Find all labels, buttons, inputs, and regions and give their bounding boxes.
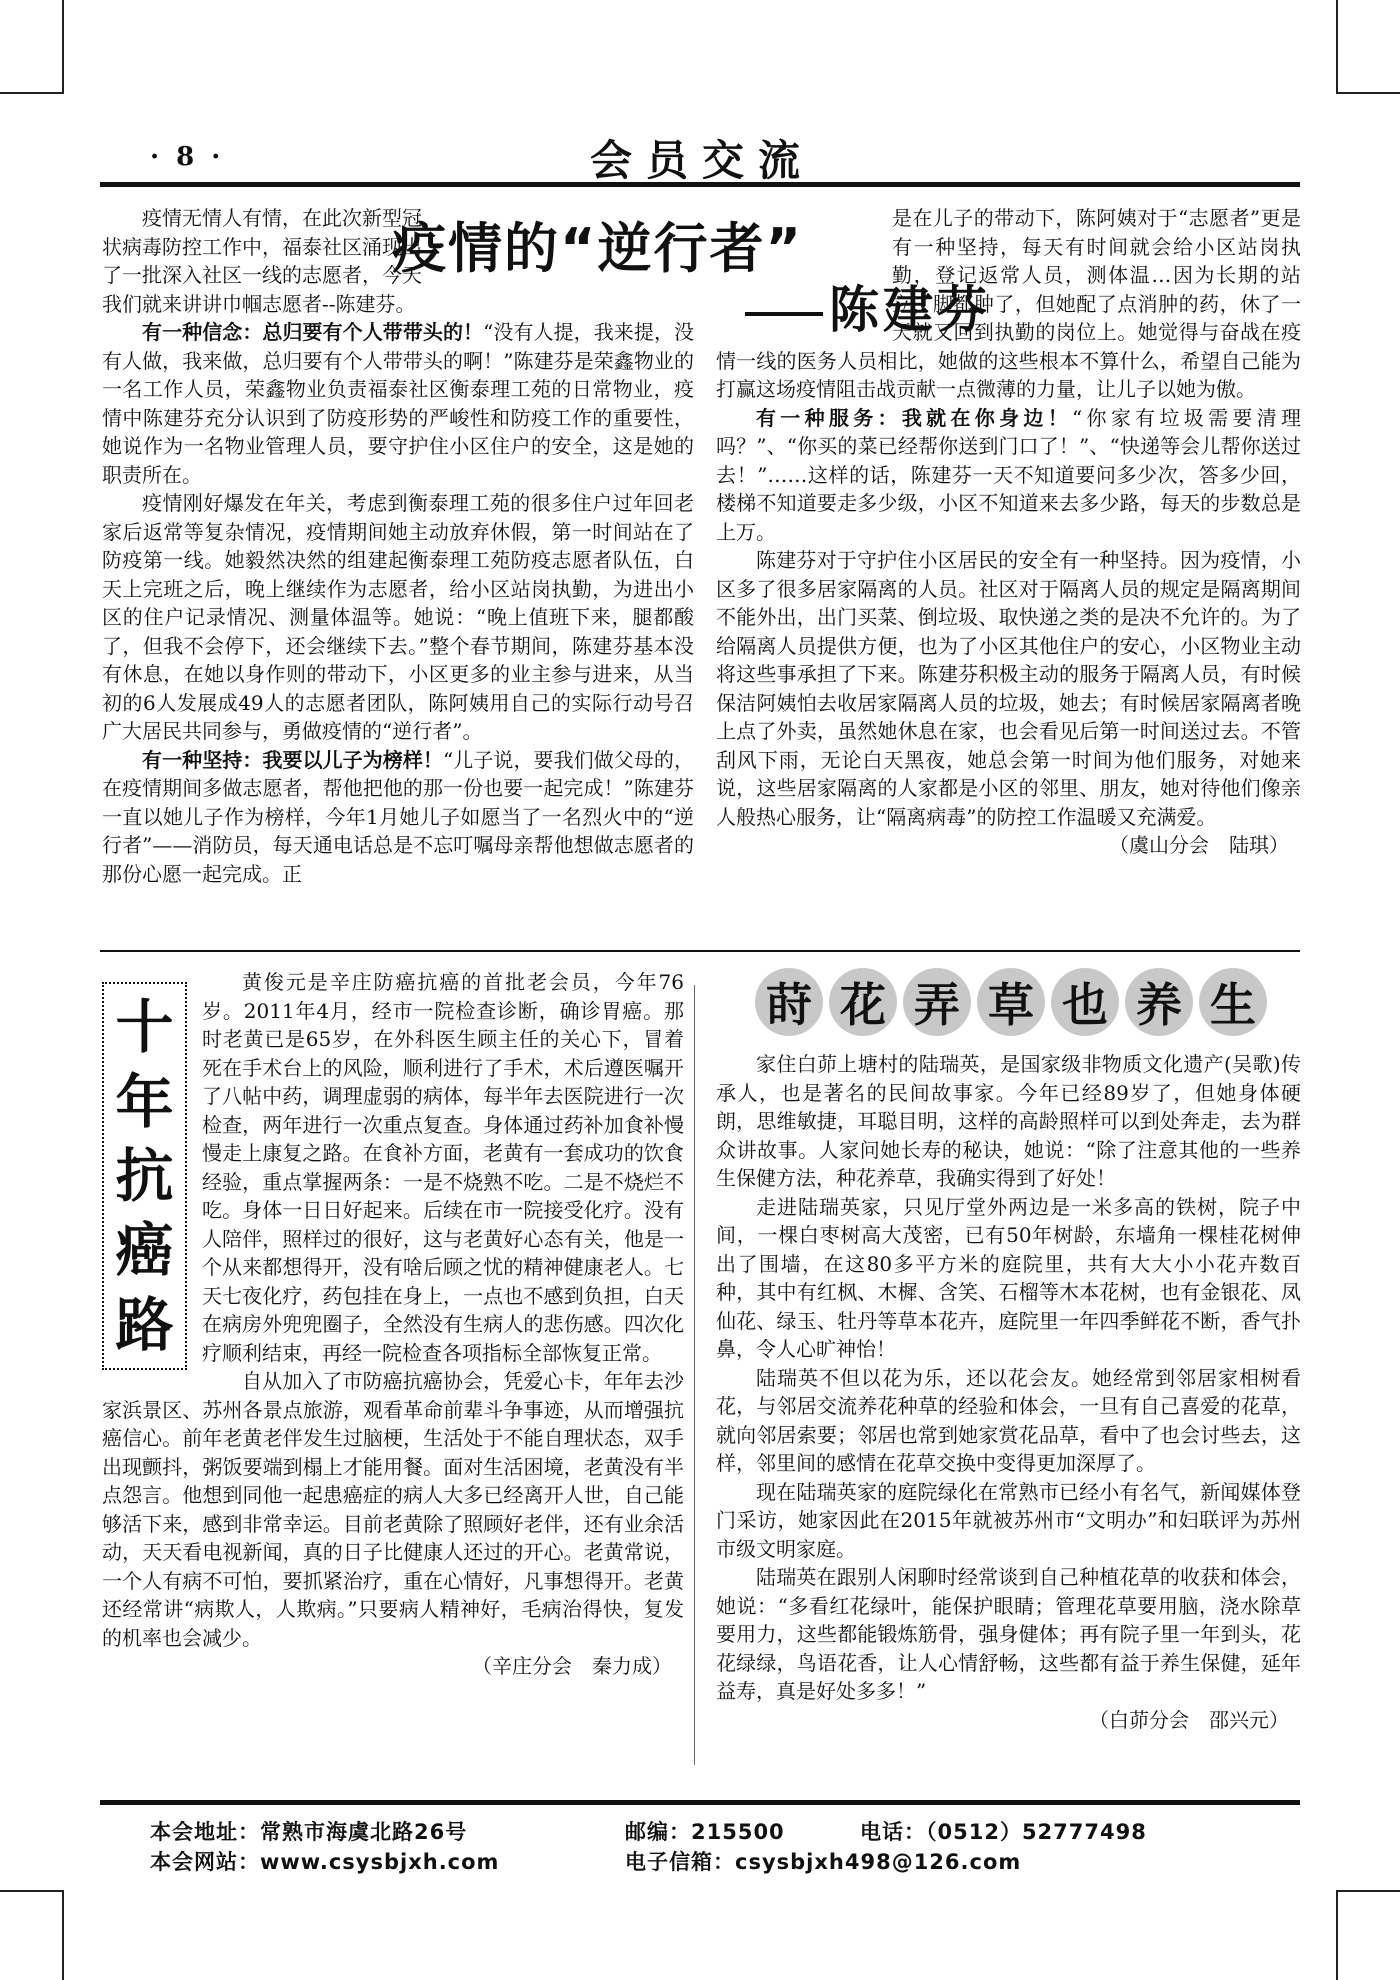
paragraph: 走进陆瑞英家，只见厅堂外两边是一米多高的铁树，院子中间，一棵白枣树高大茂密，已有50年树龄，东墙角一棵桂花树伸出了围墙，在这80多平方米的庭院里，共有大大小小花卉数百种，其中有红枫、木樨、含笑、石榴等木本花树，也有金银花、凤仙花、绿玉、牡丹等草本花卉，庭院里一年四季鲜花不断，香气扑鼻，令人心旷神怡！ — [716, 1194, 1301, 1361]
article1-right-column — [716, 204, 1301, 860]
title-char: 弄 — [903, 968, 971, 1036]
article1-left-column — [102, 204, 694, 888]
paragraph-lead: 有一种坚持：我要以儿子为榜样！ — [142, 747, 443, 772]
title-spacer — [102, 968, 202, 1378]
column-divider — [694, 985, 695, 1765]
title-char: 养 — [1125, 968, 1193, 1036]
title-char: 癌 — [115, 1216, 174, 1285]
paragraph: 黄俊元是辛庄防癌抗癌的首批老会员，今年76岁。2011年4月，经市一院检查诊断，确诊胃癌。那时老黄已是65岁，在外科医生顾主任的关心下，冒着死在手术台上的风险，顺利进行了手术，术后遵医嘱开了八帖中药，调理虚弱的病体，每半年去医院进行一次检查，两年进行一次重点复查。身体通过药补加食补慢慢走上康复之路。在食补方面，老黄有一套成功的饮食经验，重点掌握两条：一是不烧熟不吃。二是不烧烂不吃。身体一日日好起来。后续在市一院接受化疗。没有人陪伴，照样过的很好，这与老黄好心态有关，他是一个从来都想得开，没有啥后顾之忧的精神健康老人。七天七夜化疗，药包挂在身上，一点也不感到负担，白天在病房外兜兜圈子，全然没有生病人的悲伤感。四次化疗顺利结束，再经一院检查各项指标全部恢复正常。 — [202, 970, 684, 1365]
website-label: 本会网站： — [150, 1850, 260, 1874]
paragraph-lead: 有一种服务：我就在你身边！ — [756, 405, 1072, 430]
paragraph: 是在儿子的带动下，陈阿姨对于“志愿者”更是有一种坚持，每天有时间就会给小区站岗执勤，登记返常人员，测体温…因为长期的站立，脚都肿了，但她配了点消肿的药，休了一天就又回到执勤的岗位上。她觉得与奋战在疫情一线的医务人员相比，她做的这些根本不算什么，希望自己能为打赢这场疫情阻击战贡献一点微薄的力量，让儿子以她为傲。 — [716, 206, 1301, 401]
page-number: · 8 · — [150, 142, 225, 172]
paragraph-body: “儿子说，要我们做父母的，在疫情期间多做志愿者，帮他把他的那一份也要一起完成！”陈建芬一直以她儿子作为榜样，今年1月她儿子如愿当了一名烈火中的“逆行者”——消防员，每天通电话总是不忘叮嘱母亲帮他想做志愿者的那份心愿一起完成。正 — [102, 747, 694, 886]
byline: （辛庄分会 秦力成） — [472, 1654, 672, 1678]
title-char: 路 — [115, 1290, 174, 1359]
crop-mark — [62, 0, 64, 92]
title-spacer — [422, 204, 694, 318]
postcode-value: 215500 — [691, 1820, 785, 1844]
crop-mark — [1336, 1890, 1338, 1980]
address-label: 本会地址： — [150, 1820, 260, 1844]
footer-phone — [860, 1816, 1147, 1846]
paragraph-body: “没有人提，我来提，没有人做，我来做，总归要有个人带带头的啊！”陈建芬是荣鑫物业的一名工作人员，荣鑫物业负责福泰社区衡泰理工苑的日常物业，疫情中陈建芬充分认识到了防疫形势的严峻性和防疫工作的重要性，她说作为一名物业管理人员，要守护住小区住户的安全，这是她的职责所在。 — [102, 320, 695, 487]
article1-title: 疫情的“逆行者” — [392, 217, 803, 280]
crop-mark — [0, 1890, 64, 1892]
article3-title — [755, 968, 1267, 1036]
article-divider — [100, 950, 1300, 952]
email-label: 电子信箱： — [625, 1850, 735, 1874]
paragraph: 陈建芬对于守护住小区居民的安全有一种坚持。因为疫情，小区多了很多居家隔离的人员。社区对于隔离人员的规定是隔离期间不能外出，出门买菜、倒垃圾、取快递之类的是决不允许的。为了给隔离人员提供方便，也为了小区其他住户的安心，小区物业主动将这些事承担了下来。陈建芬积极主动的服务于隔离人员，有时候保洁阿姨怕去收居家隔离人员的垃圾，她去；有时候居家隔离者晚上点了外卖，虽然她休息在家，也会看见后第一时间送过去。不管刮风下雨，无论白天黑夜，她总会第一时间为他们服务，对她来说，这些居家隔离的人家都是小区的邻里、朋友，她对待他们像亲人般热心服务，让“隔离病毒”的防控工作温暖又充满爱。 — [716, 548, 1301, 829]
paragraph: 现在陆瑞英家的庭院绿化在常熟市已经小有名气，新闻媒体登门采访，她家因此在2015年就被苏州市“文明办”和妇联评为苏州市级文明家庭。 — [716, 1479, 1301, 1561]
article1-subtitle: 陈建芬 — [829, 281, 991, 339]
crop-mark — [62, 1890, 64, 1980]
section-title: 会员交流 — [590, 136, 815, 185]
paragraph — [102, 318, 694, 489]
address-value: 常熟市海虞北路26号 — [260, 1820, 468, 1844]
paragraph: 自从加入了市防癌抗癌协会，凭爱心卡，年年去沙家浜景区、苏州各景点旅游，观看革命前辈斗争事迹，从而增强抗癌信心。前年老黄老伴发生过脑梗，生活处于不能自理状态，双手出现颤抖，粥饭要端到榻上才能用餐。面对生活困境，老黄没有半点怨言。他想到同他一起患癌症的病人大多已经离开人世，自己能够活下来，感到非常幸运。目前老黄除了照顾好老伴，还有业余活动，天天看电视新闻，真的日子比健康人还过的开心。老黄常说，一个人有病不可怕，要抓紧治疗，重在心情好，凡事想得开。老黄还经常讲“病欺人，人欺病。”只要病人精神好，毛病治得快，复发的机率也会减少。 — [102, 1369, 684, 1650]
title-spacer — [716, 204, 892, 344]
title-char: 莳 — [755, 968, 823, 1036]
footer-postcode — [625, 1816, 785, 1846]
phone-label: 电话： — [860, 1820, 926, 1844]
footer-address — [150, 1816, 467, 1846]
paragraph-body: “你家有垃圾需要清理吗？”、“你买的菜已经帮你送到门口了！”、“快递等会儿帮你送过去！”……这样的话，陈建芬一天不知道要问多少次，答多少回，楼梯不知道要走多少级，小区不知道来去多少路，每天的步数总是上万。 — [716, 405, 1301, 544]
title-char: 草 — [977, 968, 1045, 1036]
website-link[interactable]: www.csysbjxh.com — [260, 1850, 500, 1874]
paragraph — [102, 746, 694, 889]
article2-body — [102, 968, 684, 1681]
crop-mark — [1336, 1890, 1400, 1892]
title-char: 也 — [1051, 968, 1119, 1036]
paragraph: 疫情刚好爆发在年关，考虑到衡泰理工苑的很多住户过年回老家后返常等复杂情况，疫情期间她主动放弃休假，第一时间站在了防疫第一线。她毅然决然的组建起衡泰理工苑防疫志愿者队伍，白天上完班之后，晚上继续作为志愿者，给小区站岗执勤，为进出小区的住户记录情况、测量体温等。她说：“晚上值班下来，腿都酸了，但我不会停下，还会继续下去。”整个春节期间，陈建芬基本没有休息，在她以身作则的带动下，小区更多的业主参与进来，从当初的6人发展成49人的志愿者团队，陈阿姨用自己的实际行动号召广大居民共同参与，勇做疫情的“逆行者”。 — [102, 491, 694, 743]
header-rule — [100, 182, 1300, 187]
postcode-label: 邮编： — [625, 1820, 691, 1844]
footer-rule — [100, 1800, 1300, 1805]
title-char: 十 — [115, 993, 174, 1062]
byline: （虞山分会 陆琪） — [1109, 833, 1289, 857]
footer-email — [625, 1846, 1021, 1876]
title-char: 抗 — [115, 1141, 174, 1210]
email-link[interactable]: csysbjxh498@126.com — [735, 1850, 1022, 1874]
paragraph: 陆瑞英不但以花为乐，还以花会友。她经常到邻居家相树看花，与邻居交流养花种草的经验和体会，一旦有自己喜爱的花草，就向邻居索要；邻居也常到她家赏花品草，看中了也会讨些去，这样，邻里间的感情在花草交换中变得更加深厚了。 — [716, 1365, 1301, 1475]
title-char: 生 — [1199, 968, 1267, 1036]
footer-website — [150, 1846, 499, 1876]
crop-mark — [1336, 92, 1400, 94]
paragraph: 陆瑞英在跟别人闲聊时经常谈到自己种植花草的收获和体会，她说：“多看红花绿叶，能保护眼睛；管理花草要用脑，浇水除草要用力，这些都能锻炼筋骨，强身健体；再有院子里一年到头，花花绿绿，鸟语花香，让人心情舒畅，这些都有益于养生保健，延年益寿，真是好处多多！” — [716, 1565, 1301, 1703]
title-char: 花 — [829, 968, 897, 1036]
article3-body — [716, 1050, 1301, 1734]
byline: （白茆分会 邵兴元） — [1089, 1707, 1289, 1732]
paragraph: 疫情无情人有情，在此次新型冠状病毒防控工作中，福泰社区涌现出了一批深入社区一线的志愿者，今天我们就来讲讲巾帼志愿者--陈建芬。 — [102, 206, 422, 316]
crop-mark — [0, 92, 64, 94]
paragraph — [716, 404, 1301, 547]
title-char: 年 — [115, 1067, 174, 1136]
paragraph-lead: 有一种信念：总归要有个人带带头的！ — [142, 320, 484, 344]
paragraph: 家住白茆上塘村的陆瑞英，是国家级非物质文化遗产(吴歌)传承人，也是著名的民间故事家。今年已经89岁了，但她身体硬朗，思维敏捷，耳聪目明，这样的高龄照样可以到处奔走，去为群众讲故事。人家问她长寿的秘诀，她说：“除了注意其他的一些养生保健方法，种花养草，我确实得到了好处！ — [716, 1052, 1301, 1190]
crop-mark — [1336, 0, 1338, 92]
phone-value: （0512）52777498 — [926, 1820, 1147, 1844]
